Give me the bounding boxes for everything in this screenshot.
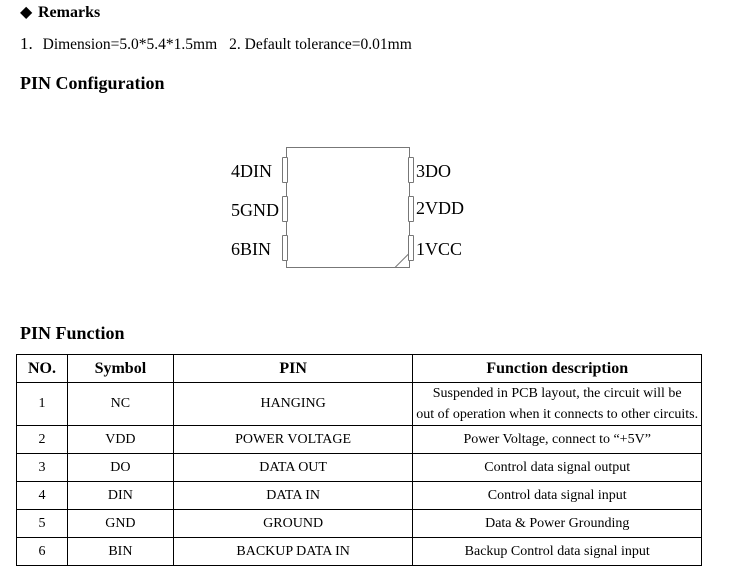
- header-symbol: Symbol: [67, 355, 173, 383]
- header-pin: PIN: [173, 355, 413, 383]
- remarks-line: [20, 34, 412, 54]
- pin-label-right: 2VDD: [416, 198, 464, 218]
- cell-pin: DATA OUT: [173, 454, 413, 482]
- cell-symbol: DIN: [67, 482, 173, 510]
- table-row: [17, 426, 702, 454]
- cell-pin: GROUND: [173, 510, 413, 538]
- pad-2: [408, 196, 414, 222]
- cell-symbol: VDD: [67, 426, 173, 454]
- cell-pin: HANGING: [173, 383, 413, 426]
- remarks-heading: [20, 2, 100, 22]
- cell-no: 3: [17, 454, 68, 482]
- cell-description: [413, 383, 702, 426]
- cell-no: 4: [17, 482, 68, 510]
- pin-label-left: 4DIN: [231, 161, 272, 181]
- description-line: Suspended in PCB layout, the circuit will be: [432, 386, 682, 401]
- pad-1: [408, 235, 414, 261]
- remarks-heading-text: Remarks: [38, 4, 101, 21]
- header-no: NO.: [17, 355, 68, 383]
- pin-label-left: 6BIN: [231, 239, 271, 259]
- remarks-item-number: 1.: [20, 34, 33, 53]
- cell-no: 1: [17, 383, 68, 426]
- header-function-description: Function description: [413, 355, 702, 383]
- pin-label-right: 1VCC: [416, 239, 463, 259]
- table-row: [17, 482, 702, 510]
- table-row: [17, 454, 702, 482]
- diamond-bullet-icon: ◆: [20, 4, 33, 21]
- pad-3: [408, 157, 414, 183]
- pin1-corner-marker: [393, 251, 409, 267]
- pin-function-table: [16, 354, 702, 566]
- cell-no: 6: [17, 538, 68, 566]
- cell-pin: POWER VOLTAGE: [173, 426, 413, 454]
- cell-description: Backup Control data signal input: [413, 538, 702, 566]
- table-row: [17, 538, 702, 566]
- description-line: out of operation when it connects to other circuits.: [416, 407, 699, 422]
- cell-pin: DATA IN: [173, 482, 413, 510]
- cell-pin: BACKUP DATA IN: [173, 538, 413, 566]
- chip-body: [286, 147, 410, 268]
- cell-description: Power Voltage, connect to “+5V”: [413, 426, 702, 454]
- table-row: [17, 510, 702, 538]
- cell-description: Data & Power Grounding: [413, 510, 702, 538]
- pin-label-right: 3DO: [416, 161, 451, 181]
- pin-label-left: 5GND: [231, 200, 279, 220]
- pad-6: [282, 235, 288, 261]
- table-row: [17, 383, 702, 426]
- cell-no: 2: [17, 426, 68, 454]
- cell-symbol: GND: [67, 510, 173, 538]
- remarks-dimension: Dimension=5.0*5.4*1.5mm: [42, 36, 218, 53]
- table-header-row: [17, 355, 702, 383]
- cell-symbol: NC: [67, 383, 173, 426]
- cell-description: Control data signal input: [413, 482, 702, 510]
- cell-no: 5: [17, 510, 68, 538]
- pin-configuration-title: PIN Configuration: [20, 73, 165, 93]
- pad-4: [282, 157, 288, 183]
- cell-symbol: BIN: [67, 538, 173, 566]
- pin-function-title: PIN Function: [20, 323, 125, 343]
- cell-symbol: DO: [67, 454, 173, 482]
- pad-5: [282, 196, 288, 222]
- remarks-tolerance: 2. Default tolerance=0.01mm: [229, 36, 412, 53]
- cell-description: Control data signal output: [413, 454, 702, 482]
